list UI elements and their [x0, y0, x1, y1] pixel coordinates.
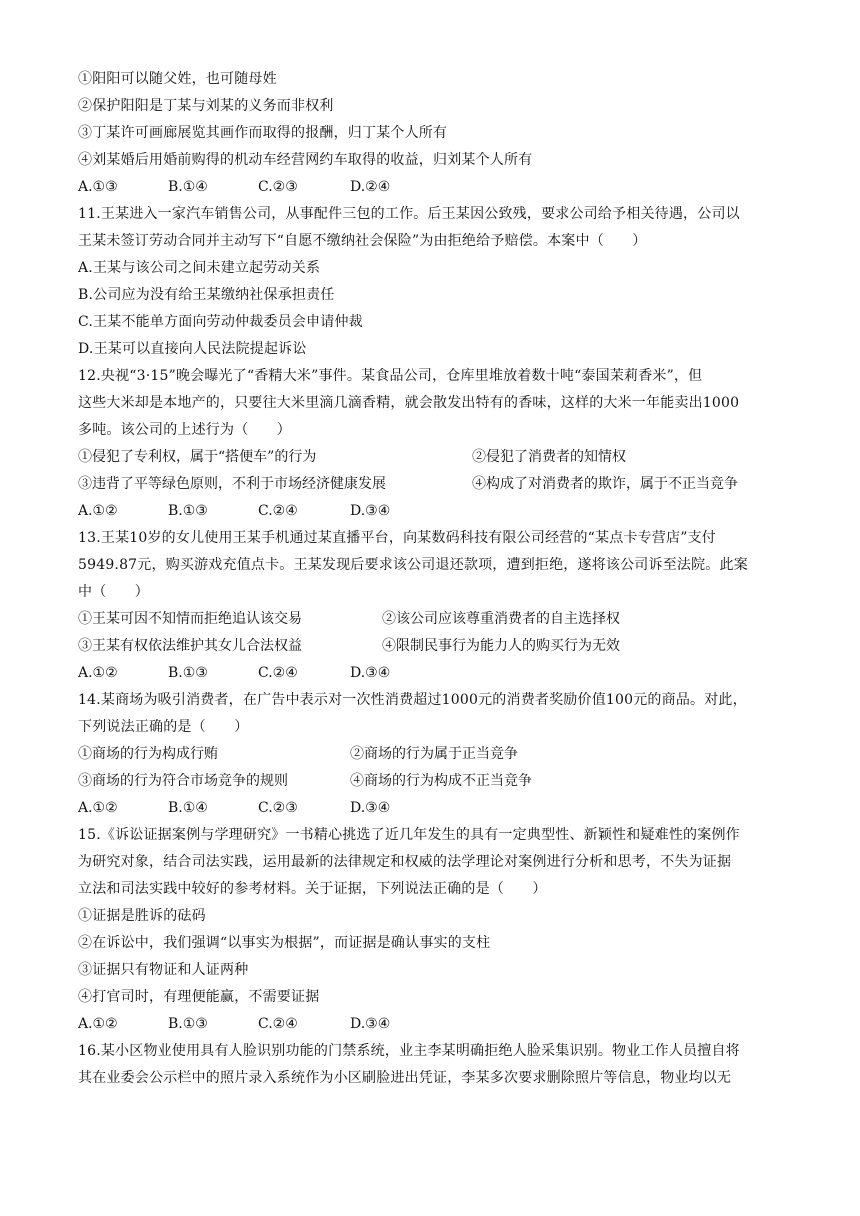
q11-choice-d: D.王某可以直接向人民法院提起诉讼: [78, 341, 307, 357]
q12-stem-line-3: 多吨。该公司的上述行为（ ）: [78, 422, 291, 438]
option-d: D.②④: [350, 179, 391, 195]
q14-stem-line-1: 14.某商场为吸引消费者，在广告中表示对一次性消费超过1000元的消费者奖励价值100元的商品。对此，: [78, 692, 747, 708]
option-b: B.①④: [168, 179, 208, 195]
option-d: D.③④: [350, 665, 391, 681]
q13-stem-line-2: 5949.87元，购买游戏充值点卡。王某发现后要求该公司退还款项，遭到拒绝，遂将该公司诉至法院。此案: [78, 557, 748, 573]
q10-item-4: ④刘某婚后用婚前购得的机动车经营网约车取得的收益，归刘某个人所有: [78, 152, 533, 168]
q10-item-3: ③丁某许可画廊展览其画作而取得的报酬，归丁某个人所有: [78, 125, 448, 141]
option-b: B.①③: [168, 503, 208, 519]
option-c: C.②④: [258, 665, 298, 681]
q12-item-4: ④构成了对消费者的欺诈，属于不正当竞争: [472, 476, 738, 492]
option-b: B.①③: [168, 665, 208, 681]
option-c: C.②④: [258, 503, 298, 519]
option-a: A.①②: [78, 665, 118, 681]
q15-stem-line-1: 15.《诉讼证据案例与学理研究》一书精心挑选了近几年发生的具有一定典型性、新颖性和疑难性的案例作: [78, 827, 740, 843]
q15-item-1: ①证据是胜诉的砝码: [78, 908, 206, 924]
q10-item-2: ②保护阳阳是丁某与刘某的义务而非权利: [78, 98, 334, 114]
q11-choice-a: A.王某与该公司之间未建立起劳动关系: [78, 260, 321, 276]
q14-item-1: ①商场的行为构成行贿: [78, 746, 218, 762]
q10-item-1: ①阳阳可以随父姓，也可随母姓: [78, 71, 277, 87]
q15-stem-line-2: 为研究对象，结合司法实践，运用最新的法律规定和权威的法学理论对案例进行分析和思考，不失为证据: [78, 854, 732, 870]
q11-stem-line-2: 王某未签订劳动合同并主动写下“自愿不缴纳社会保险”为由拒绝给予赔偿。本案中（ ）: [78, 233, 647, 249]
option-a: A.①②: [78, 1016, 118, 1032]
q15-item-3: ③证据只有物证和人证两种: [78, 962, 249, 978]
q14-item-2: ②商场的行为属于正当竞争: [350, 746, 518, 762]
q12-item-1: ①侵犯了专利权，属于“搭便车”的行为: [78, 449, 317, 465]
q13-stem-line-1: 13.王某10岁的女儿使用王某手机通过某直播平台，向某数码科技有限公司经营的“某点卡专营店”支付: [78, 530, 716, 546]
q12-item-2: ②侵犯了消费者的知情权: [472, 449, 626, 465]
option-b: B.①④: [168, 800, 208, 816]
q16-stem-line-2: 其在业委会公示栏中的照片录入系统作为小区刷脸进出凭证，李某多次要求删除照片等信息，物业均以无: [78, 1070, 732, 1086]
option-a: A.①②: [78, 503, 118, 519]
q12-stem-line-2: 这些大米却是本地产的，只要往大米里滴几滴香精，就会散发出特有的香味，这样的大米一年能卖出1000: [78, 395, 740, 411]
q13-item-1: ①王某可因不知情而拒绝追认该交易: [78, 611, 302, 627]
option-a: A.①③: [78, 179, 118, 195]
q14-stem-line-2: 下列说法正确的是（ ）: [78, 719, 249, 735]
q11-stem-line-1: 11.王某进入一家汽车销售公司，从事配件三包的工作。后王某因公致残，要求公司给予相关待遇，公司以: [78, 206, 740, 222]
q12-item-3: ③违背了平等绿色原则，不利于市场经济健康发展: [78, 476, 386, 492]
q13-item-3: ③王某有权依法维护其女儿合法权益: [78, 638, 302, 654]
q15-stem-line-3: 立法和司法实践中较好的参考材料。关于证据，下列说法正确的是（ ）: [78, 881, 547, 897]
option-a: A.①②: [78, 800, 118, 816]
q13-item-4: ④限制民事行为能力人的购买行为无效: [382, 638, 620, 654]
option-d: D.③④: [350, 1016, 391, 1032]
option-c: C.②③: [258, 179, 298, 195]
option-d: D.③④: [350, 503, 391, 519]
option-c: C.②④: [258, 1016, 298, 1032]
q14-item-4: ④商场的行为构成不正当竞争: [350, 773, 532, 789]
q13-item-2: ②该公司应该尊重消费者的自主选择权: [382, 611, 620, 627]
q13-stem-line-3: 中（ ）: [78, 584, 149, 600]
q16-stem-line-1: 16.某小区物业使用具有人脸识别功能的门禁系统，业主李某明确拒绝人脸采集识别。物业工作人员擅自将: [78, 1043, 740, 1059]
q11-choice-c: C.王某不能单方面向劳动仲裁委员会申请仲裁: [78, 314, 363, 330]
q14-item-3: ③商场的行为符合市场竞争的规则: [78, 773, 288, 789]
q15-item-2: ②在诉讼中，我们强调“以事实为根据”，而证据是确认事实的支柱: [78, 935, 491, 951]
q15-item-4: ④打官司时，有理便能赢，不需要证据: [78, 989, 320, 1005]
q12-stem-line-1: 12.央视“3·15”晚会曝光了“香精大米”事件。某食品公司，仓库里堆放着数十吨“泰国茉莉香米”，但: [78, 368, 703, 384]
option-d: D.③④: [350, 800, 391, 816]
option-b: B.①③: [168, 1016, 208, 1032]
option-c: C.②③: [258, 800, 298, 816]
q11-choice-b: B.公司应为没有给王某缴纳社保承担责任: [78, 287, 335, 303]
